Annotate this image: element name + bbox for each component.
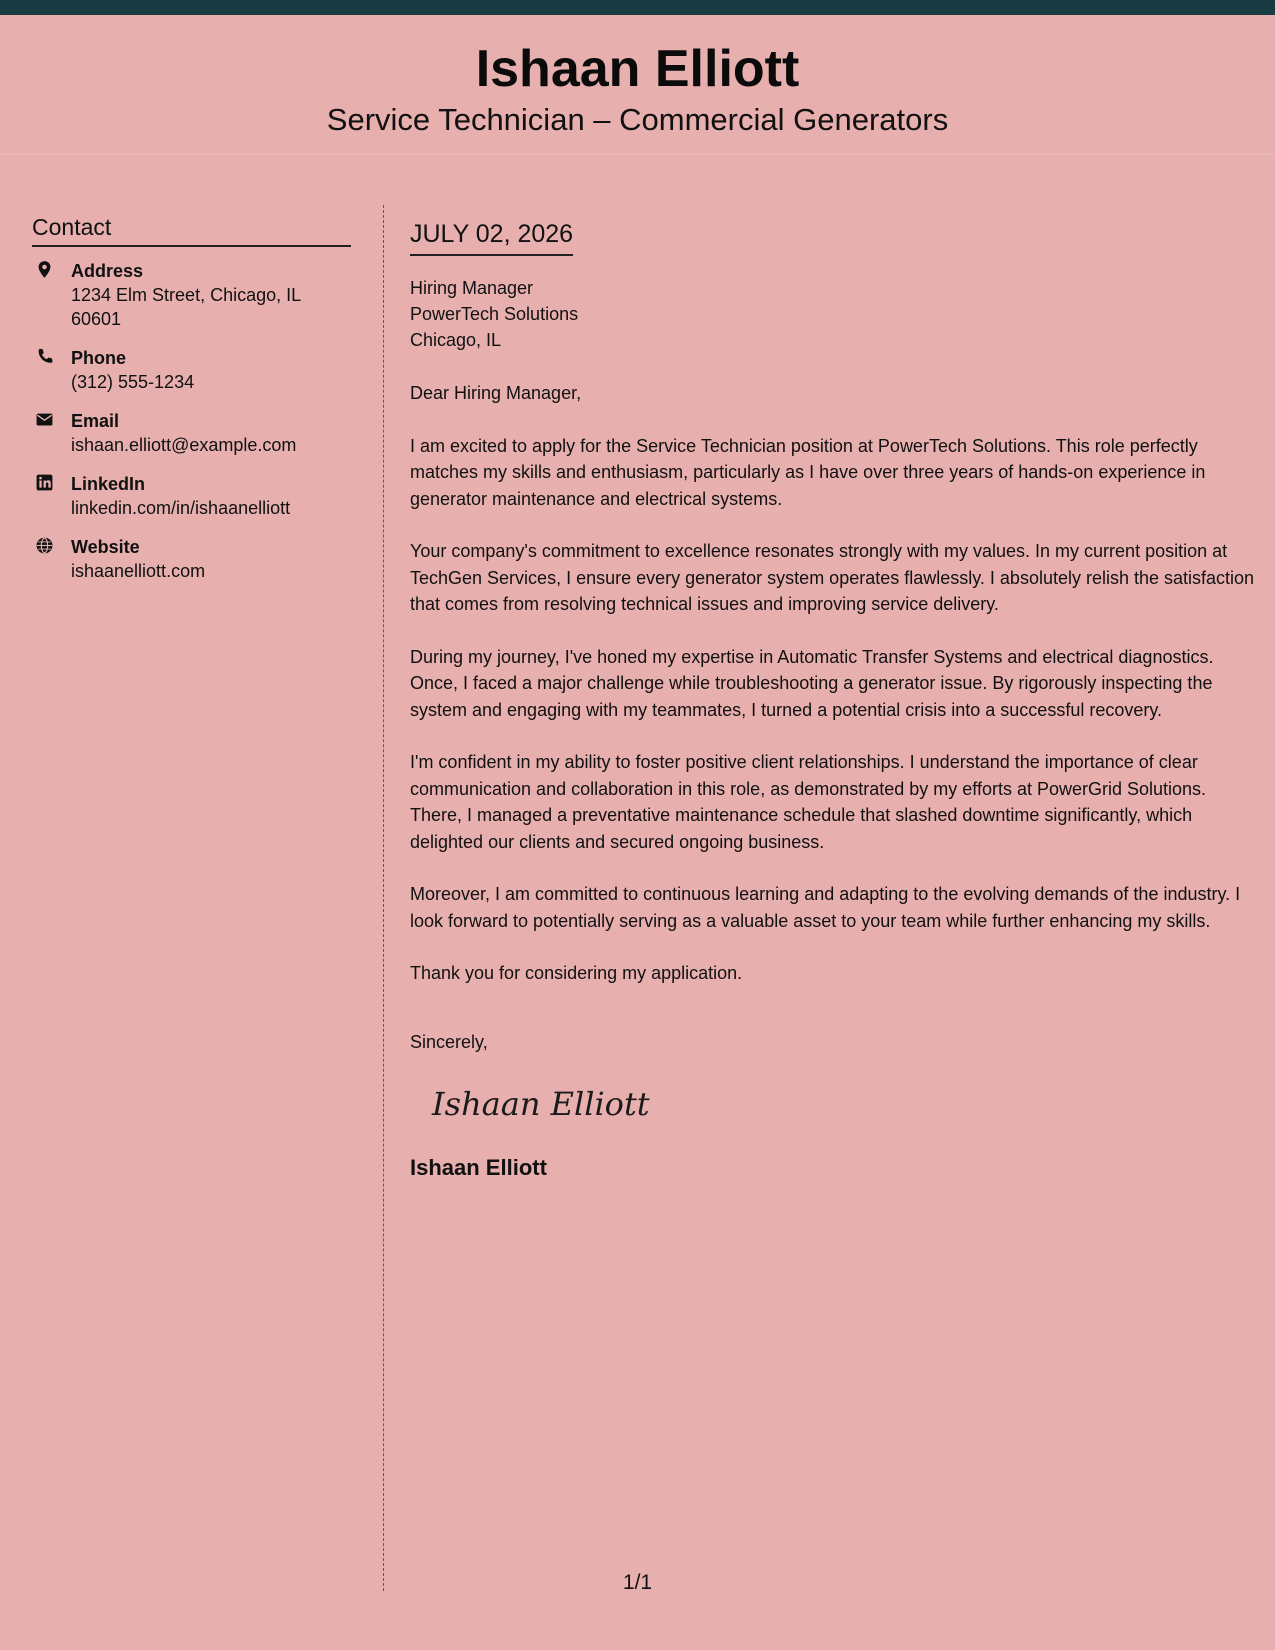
letter-paragraph: I am excited to apply for the Service Technician position at PowerTech Solutions. This role perfectly matches my skills and enthusiasm, particularly as I have over three years of hands-on experience in generator maintenance and electrical systems. [410, 435, 1206, 509]
globe-icon [35, 536, 54, 555]
contact-heading: Contact [32, 216, 351, 247]
letter-paragraph: Moreover, I am committed to continuous learning and adapting to the evolving demands of the industry. I look forward to potentially serving as a valuable asset to your team while further enhancing my skills. [410, 884, 1241, 931]
letter-date: JULY 02, 2026 [410, 222, 573, 256]
contact-item-email [32, 409, 351, 457]
envelope-icon [35, 410, 54, 429]
letter-paragraph: I'm confident in my ability to foster positive client relationships. I understand the importance of clear communication and collaboration in this role, as demonstrated by my efforts at PowerGrid Solutions. There, I managed a preventative maintenance schedule that slashed downtime significantly, which delighted our clients and secured ongoing business. [410, 752, 1207, 852]
job-title: Service Technician – Commercial Generators [326, 102, 949, 137]
applicant-name: Ishaan Elliott [475, 40, 800, 98]
closing: Sincerely, [410, 1031, 488, 1052]
contact-label: Website [71, 537, 140, 557]
contact-label: LinkedIn [71, 474, 146, 494]
letter-paragraph: Thank you for considering my application. [410, 963, 743, 983]
letter-paragraph: During my journey, I've honed my expertise in Automatic Transfer Systems and electrical diagnostics. Once, I faced a major challenge while troubleshooting a generator issue. By rigorously inspecting the system and engaging with my teammates, I turned a potential crisis into a successful recovery. [410, 646, 1214, 720]
address-value: 1234 Elm Street, Chicago, IL 60601 [71, 285, 301, 329]
contact-item-phone [32, 346, 351, 394]
recipient-line: Chicago, IL [410, 330, 502, 350]
letter-paragraph: Your company's commitment to excellence resonates strongly with my values. In my current position at TechGen Services, I ensure every generator system operates flawlessly. I absolutely relish the satisfaction that comes from resolving technical issues and improving service delivery. [410, 541, 1255, 614]
contact-item-address [32, 259, 351, 331]
page-number: 1/1 [622, 1571, 653, 1594]
signature-text: Ishaan Elliott [432, 1085, 650, 1123]
greeting: Dear Hiring Manager, [410, 383, 582, 403]
column-divider [383, 205, 384, 1591]
email-value: ishaan.elliott@example.com [71, 435, 297, 455]
page-header [0, 15, 1275, 155]
recipient-line: Hiring Manager [410, 278, 534, 298]
phone-icon [35, 347, 54, 366]
signed-name: Ishaan Elliott [410, 1154, 547, 1180]
contact-sidebar [32, 216, 351, 598]
linkedin-icon [35, 473, 54, 492]
top-accent-bar [0, 0, 1275, 15]
handwritten-signature [430, 1077, 670, 1129]
contact-item-website [32, 535, 351, 583]
recipient-block [410, 275, 1260, 353]
contact-label: Address [71, 261, 144, 281]
contact-item-linkedin [32, 472, 351, 520]
location-pin-icon [35, 260, 54, 279]
contact-label: Email [71, 411, 120, 431]
website-value: ishaanelliott.com [71, 561, 206, 581]
recipient-line: PowerTech Solutions [410, 304, 579, 324]
linkedin-value: linkedin.com/in/ishaanelliott [71, 498, 291, 518]
contact-label: Phone [71, 348, 127, 368]
phone-value: (312) 555-1234 [71, 372, 195, 392]
letter-body [410, 222, 1260, 1179]
